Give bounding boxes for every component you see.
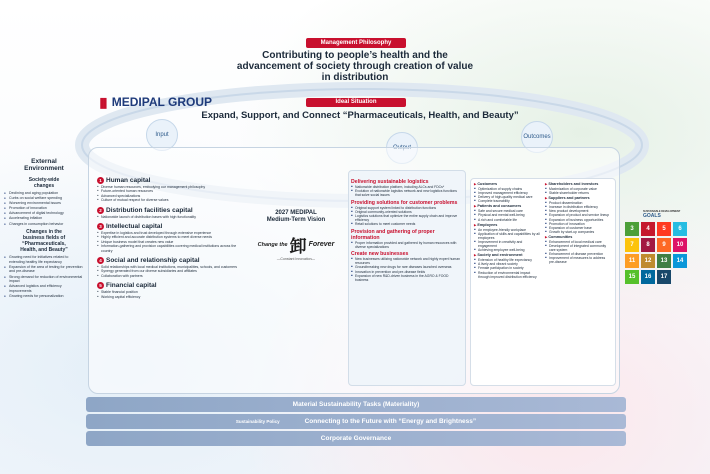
outcome-items	[545, 240, 612, 265]
society-heading	[4, 177, 84, 189]
sdg-goal-icon: 3	[625, 222, 639, 236]
corporate-governance-bar: Corporate Governance	[86, 431, 626, 446]
outcome-stakeholder-heading: ▶ Society and environment	[474, 253, 541, 258]
output-item: ■ Innovation in prevention and pre-disease fields	[351, 270, 461, 274]
management-philosophy-label: Management Philosophy	[306, 38, 406, 48]
output-list	[351, 177, 461, 284]
capital-title-text: Social and relationship capital	[106, 257, 200, 265]
capital-title-text: Human capital	[106, 177, 151, 184]
outcome-items	[474, 228, 541, 253]
sdg-goal-icon: 6	[673, 222, 687, 236]
vision-subtitle: Medium-Term Vision	[266, 217, 326, 223]
vision-forever-text: Forever	[308, 241, 335, 248]
outcome-item: ■ Stable shareholder returns	[545, 191, 612, 195]
output-item: ■ Original community-oriented solutions	[351, 210, 461, 214]
materiality-bar: Material Sustainability Tasks (Materiality)	[86, 397, 626, 412]
outcomes-right-column	[545, 182, 612, 382]
heading-line: Society-wide	[28, 177, 60, 183]
ideal-situation-text: Expand, Support, and Connect “Pharmaceuticals, Health, and Beauty”	[201, 110, 519, 121]
capital-items	[97, 215, 247, 219]
vision-tagline: —Constant Innovation—	[276, 257, 316, 261]
outcome-item: ■ Enhancement of disease prevention	[545, 252, 612, 256]
output-items	[351, 206, 461, 227]
output-title: Delivering sustainable logistics	[351, 179, 429, 185]
business-changes-list	[4, 255, 84, 298]
capital-block	[97, 257, 247, 278]
outcome-item: ■ A lively and vibrant society	[474, 262, 541, 266]
heading-line: business fields of	[22, 235, 66, 242]
outcome-item: ■ Safe and secure medical care	[474, 209, 541, 213]
capital-block	[97, 207, 247, 219]
outcome-stakeholder-heading: ▶ Patients and consumers	[474, 204, 541, 209]
capital-number-badge: 2	[97, 207, 104, 214]
outcome-stakeholder-heading: ▶ Shareholders and investors	[545, 182, 612, 187]
capital-items	[97, 265, 247, 278]
society-changes-list	[4, 191, 84, 226]
capital-item: ● Diverse human resources, embodying our management philosophy	[97, 185, 247, 189]
sdg-goal-icon: 11	[625, 254, 639, 268]
capital-title-text: Distribution facilities capital	[106, 206, 193, 214]
outcomes-left-column	[474, 182, 541, 382]
outcome-item: ■ Enhancement of local medical care	[545, 240, 612, 244]
sdg-goal-icon: 7	[625, 238, 639, 252]
sdg-label	[643, 210, 680, 219]
output-items	[351, 185, 461, 198]
outcome-item: ■ Reduction of environmental impact through improved distribution efficiency	[474, 271, 541, 279]
capital-item: ● Collaboration with partners	[97, 274, 247, 278]
sdg-icon-grid	[625, 222, 695, 284]
title-line: Environment	[24, 165, 64, 172]
outcome-item: ■ Complete traceability	[474, 199, 541, 203]
capital-title-text: Financial capital	[106, 282, 157, 290]
society-change-item: ● Worsening environmental issues	[4, 201, 84, 206]
outcome-item: ■ Achieving employee well-being	[474, 248, 541, 252]
sdg-goal-icon: 5	[657, 222, 671, 236]
ideal-situation-label: Ideal Situation	[306, 98, 406, 107]
capital-item: ● Highly efficient and accurate distribution systems to meet diverse needs	[97, 235, 247, 239]
policy-label: Sustainability Policy	[235, 419, 280, 424]
capital-title	[97, 223, 247, 230]
output-item: ■ Expansion of new R&D-driven business in the AGRO & FOOD business	[351, 274, 461, 282]
society-change-item: ● Changes in consumption behavior	[4, 222, 84, 227]
outcome-item: ■ Extension of healthy life expectancy	[474, 258, 541, 262]
sdg-goal-icon: 4	[641, 222, 655, 236]
outcome-item: ■ An employee-friendly workplace	[474, 228, 541, 232]
external-environment	[4, 158, 84, 299]
output-item: ■ Original support system linked to distribution functions	[351, 206, 461, 210]
outcome-item: ■ Optimization of supply chains	[474, 187, 541, 191]
society-change-item: ● Advancement of digital technology	[4, 211, 84, 216]
output-item: ■ New businesses utilizing nationwide network and highly expert human resources	[351, 257, 461, 265]
capital-item: ● Unique business model that creates new value	[97, 240, 247, 244]
output-items	[351, 257, 461, 282]
output-items	[351, 241, 461, 249]
vision-kanji: 卸	[289, 237, 307, 257]
business-change-item: ● Advanced logistics and efficiency improvements	[4, 284, 84, 293]
philosophy-line: advancement of society through creation of value	[236, 61, 474, 72]
sdg-goal-icon: 9	[657, 238, 671, 252]
society-change-item: ● Accelerating inflation	[4, 216, 84, 221]
outcome-items	[545, 187, 612, 195]
society-change-item: ● Declining and aging population	[4, 191, 84, 196]
outcome-items	[545, 201, 612, 234]
input-capitals	[97, 177, 247, 303]
outcomes-node: Outcomes	[521, 121, 553, 153]
capital-items	[97, 290, 247, 299]
outcome-stakeholder-heading: ▶ Employees	[474, 223, 541, 228]
outcome-stakeholder-heading: ▶ Suppliers and partners	[545, 196, 612, 201]
outcome-item: ■ New product development	[545, 209, 612, 213]
capital-item: ● Working capital efficiency	[97, 295, 247, 299]
outcome-item: ■ Improvement in creativity and engagement	[474, 240, 541, 248]
heading-line: changes	[33, 183, 55, 189]
sdg-label-word: GOALS	[643, 213, 661, 219]
outcome-item: ■ Growth by start-up companies	[545, 230, 612, 234]
capital-number-badge: 3	[97, 223, 104, 230]
capital-items	[97, 185, 247, 203]
capital-items	[97, 231, 247, 253]
sdg-label-prefix: SUSTAINABLE DEVELOPMENT	[643, 210, 681, 213]
outcome-item: ■ Expansion of customer base	[545, 226, 612, 230]
philosophy-line: Contributing to people’s health and the	[262, 50, 448, 61]
sdg-goal-icon: 16	[641, 270, 655, 284]
capital-title-text: Intellectual capital	[106, 223, 163, 231]
sustainability-policy-bar	[86, 414, 626, 429]
output-item: ■ Proper information provided and gathered by human resources with diverse specializations	[351, 241, 461, 249]
capital-number-badge: 5	[97, 282, 104, 289]
outcome-item: ■ Improved management efficiency	[474, 191, 541, 195]
society-change-item: ● Curbs on social welfare spending	[4, 196, 84, 201]
policy-text: Connecting to the Future with “Energy and Brightness”	[304, 418, 477, 425]
outcome-item: ■ Product dissemination	[545, 201, 612, 205]
outcome-item: ■ Physical and mental well-being	[474, 213, 541, 217]
capital-item: ● Advanced specializations	[97, 194, 247, 198]
outcome-items	[474, 209, 541, 221]
output-item: ■ Groundbreaking new drugs for rare diseases launched overseas	[351, 265, 461, 269]
sdg-goal-icon: 8	[641, 238, 655, 252]
output-item: ■ Nationwide distribution platform, including ALCs and FDCs*	[351, 185, 461, 189]
outcome-item: ■ Maximization of corporate value	[545, 187, 612, 191]
heading-line: Health, and Beauty”	[20, 247, 68, 254]
outcome-stakeholder-heading: ▶ Customers	[474, 182, 541, 187]
capital-item: ● Culture of mutual respect for diverse values	[97, 198, 247, 202]
sdg-goal-icon: 12	[641, 254, 655, 268]
capital-block	[97, 177, 247, 203]
capital-number-badge: 4	[97, 257, 104, 264]
input-node: Input	[146, 119, 178, 151]
vision-title: 2027 MEDIPAL	[275, 210, 317, 216]
capital-title	[97, 282, 247, 289]
output-title: Create new businesses	[351, 251, 409, 258]
title-line: External	[31, 158, 57, 165]
capital-item: ● Expertise in logistics and trust developed through extensive experience	[97, 231, 247, 235]
outcome-stakeholder-heading: ▶ Communities	[545, 235, 612, 240]
output-item: ■ Logistics solutions that optimize the entire supply chain and improve efficiency	[351, 214, 461, 222]
heading-line: Changes in the	[26, 229, 62, 236]
logo-mark-icon: ▐▌	[97, 98, 110, 108]
outcome-items	[474, 258, 541, 278]
logo-text: MEDIPAL GROUP	[111, 95, 212, 109]
sdg-goal-icon: 14	[673, 254, 687, 268]
business-change-item: ● Growing need for initiatives related to extending healthy life expectancy	[4, 255, 84, 264]
outcome-item: ■ Female participation in society	[474, 266, 541, 270]
output-item: ■ Retail solutions to meet customer needs	[351, 222, 461, 226]
outcome-item: ■ A rich and comfortable life	[474, 218, 541, 222]
outcome-item: ■ Improvement of measures to address pre-disease	[545, 256, 612, 264]
outcome-item: ■ Expansion of product and service lineup	[545, 213, 612, 217]
outcomes-panel	[470, 178, 616, 386]
capital-item: ● Information-gathering and provision capabilities covering medical institutions across the country	[97, 244, 247, 253]
sdg-goal-icon: 10	[673, 238, 687, 252]
output-title: Provision and gathering of proper information	[351, 228, 435, 241]
output-title: Providing solutions for customer problems	[351, 199, 458, 206]
output-item: ■ Evolution of nationwide logistics network and new logistics functions that solve social issues	[351, 189, 461, 197]
outcome-item: ■ Development of integrated community care system	[545, 244, 612, 252]
capital-title	[97, 177, 247, 184]
medipal-logo	[97, 95, 212, 109]
outcome-item: ■ Delivery of high-quality medical care	[474, 195, 541, 199]
outcome-items	[474, 187, 541, 203]
capital-number-badge: 1	[97, 177, 104, 184]
capital-title	[97, 207, 247, 214]
outcome-item: ■ Promotion of innovation	[545, 222, 612, 226]
philosophy-line: in distribution	[321, 72, 389, 83]
heading-line: “Pharmaceuticals,	[22, 241, 66, 248]
outcome-item: ■ Application of skills and capabilities by all employees	[474, 232, 541, 240]
external-environment-title	[4, 158, 84, 172]
capital-block	[97, 282, 247, 299]
vision-change-text: Change the	[257, 241, 288, 248]
capital-item: ● Synergy generated from our diverse subsidiaries and affiliates	[97, 269, 247, 273]
medium-term-vision	[250, 210, 342, 261]
capital-item: ● Stable financial position	[97, 290, 247, 294]
capital-item: ● Nationwide launch of distribution bases with high functionality	[97, 215, 247, 219]
business-change-item: ● Growing needs for personalization	[4, 294, 84, 299]
society-change-item: ● Promotion of innovation	[4, 206, 84, 211]
sdg-goal-icon: 13	[657, 254, 671, 268]
capital-item: ● Solid relationships with local medical institutions, municipalities, schools, and customers	[97, 265, 247, 269]
outcome-item: ■ Increase in distribution efficiency	[545, 205, 612, 209]
capital-item: ● Future-oriented human resources	[97, 189, 247, 193]
capital-block	[97, 223, 247, 253]
outcome-item: ■ Expansion of business opportunities	[545, 218, 612, 222]
business-change-item: ● Strong demand for reduction of environmental impact	[4, 275, 84, 284]
sdg-goal-icon: 17	[657, 270, 671, 284]
business-change-item: ● Expansion of the area of testing for prevention and pre-disease	[4, 265, 84, 274]
capital-title	[97, 257, 247, 264]
business-heading	[4, 229, 84, 253]
sdg-goal-icon: 15	[625, 270, 639, 284]
